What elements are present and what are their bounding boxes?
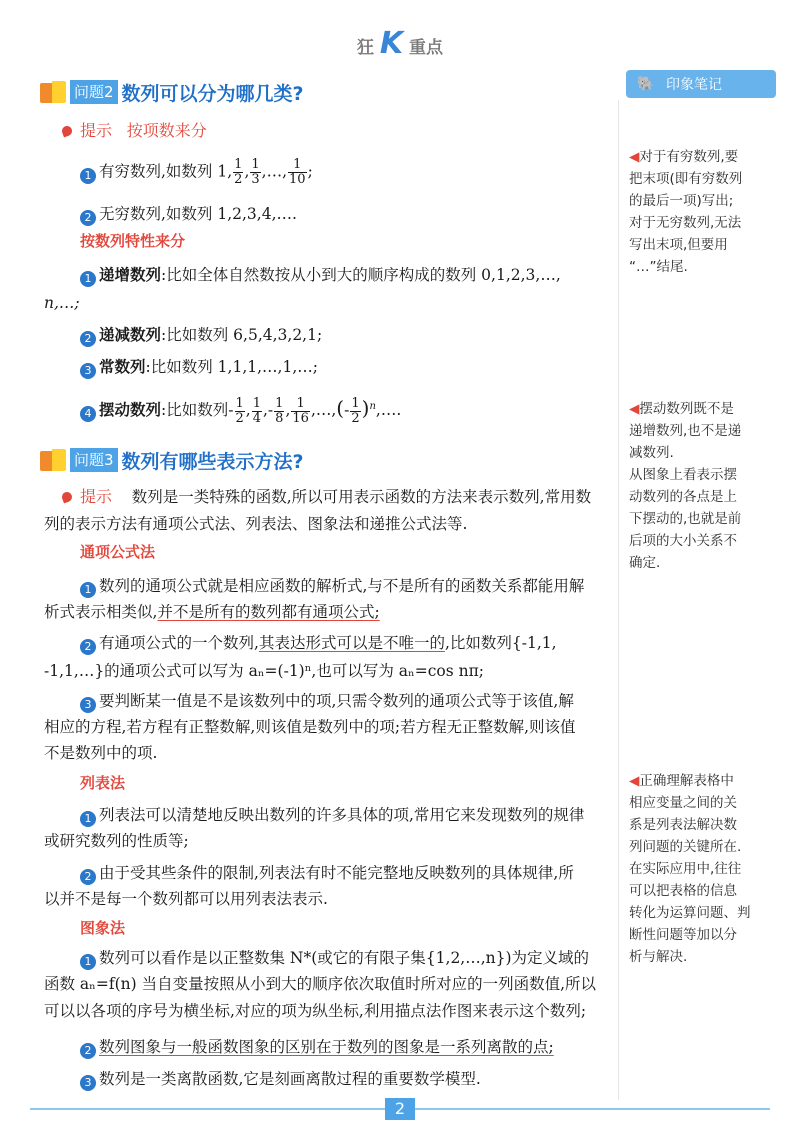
s2-item-1-cont: 或研究数列的性质等; [44, 832, 189, 850]
s2-item-1: 1 列表法可以清楚地反映出数列的许多具体的项,常用它来发现数列的规律 [80, 804, 584, 827]
question-3-title: 问题3 数列有哪些表示方法? [40, 446, 304, 474]
question-2-title: 问题2 数列可以分为哪几类? [40, 78, 304, 106]
notes-header [626, 70, 776, 98]
q2-subtitle: 按数列特性来分 [80, 232, 186, 250]
s3-item-3: 3 数列是一类离散函数,它是刻画离散过程的重要数学模型. [80, 1068, 481, 1091]
section-graph-title: 图象法 [80, 919, 126, 937]
side-note-3: ◀正确理解表格中 相应变量之间的关 系是列表法解决数 列问题的关键所在. 在实际应用中,往往 可以把表格的信息 转化为运算问题、判 断性问题等加以分 析与解决. [629, 773, 751, 965]
q2-point-1-cont: n,…; [44, 294, 80, 312]
s1-item-1: 1 数列的通项公式就是相应函数的解析式,与不是所有的函数关系都能用解 [80, 575, 584, 598]
q2-point-3: 3 常数列:比如数列 1,1,1,…,1,…; [80, 356, 318, 379]
hint-icon [61, 125, 74, 138]
s1-item-2: 2 有通项公式的一个数列,其表达形式可以是不唯一的,比如数列{-1,1, [80, 632, 557, 655]
side-note-1: ◀对于有穷数列,要 把末项(即有穷数列 的最后一项)写出; 对于无穷数列,无法 写出末项,但要用 “…”结尾. [629, 149, 743, 275]
book-icon [40, 81, 66, 103]
pointer-icon: ◀ [629, 401, 640, 417]
page-number: 2 [385, 1098, 415, 1120]
elephant-icon: 🐘 [637, 76, 655, 92]
section-table-title: 列表法 [80, 774, 126, 792]
s1-item-3-cont2: 不是数列中的项. [44, 744, 158, 762]
s3-item-1-cont2: 可以以各项的序号为横坐标,对应的项为纵坐标,利用描点法作图来表示这个数列; [44, 1002, 587, 1020]
q2-item-2: 2 无穷数列,如数列 1,2,3,4,…. [80, 203, 297, 226]
q2-point-1: 1 递增数列:比如全体自然数按从小到大的顺序构成的数列 0,1,2,3,…, [80, 264, 561, 287]
pointer-icon: ◀ [629, 773, 640, 789]
page-header: 狂 K 重点 [356, 26, 444, 61]
pointer-icon: ◀ [629, 149, 640, 165]
hint-icon [61, 491, 74, 504]
s1-item-2-cont: -1,1,…}的通项公式可以写为 aₙ=(-1)ⁿ,也可以写为 aₙ=cos nπ; [44, 662, 485, 680]
q3-hint: 提示 数列是一类特殊的函数,所以可用表示函数的方法来表示数列,常用数 [62, 486, 591, 508]
s2-item-2: 2 由于受其些条件的限制,列表法有时不能完整地反映数列的具体规律,所 [80, 862, 574, 885]
section-formula-title: 通项公式法 [80, 543, 156, 561]
notes-title: 印象笔记 [666, 77, 722, 93]
q2-point-4: 4 摆动数列:比如数列- $\frac{1}{2}$ , $\frac{1}{4}$ ,- $\frac{1}{8}$ , $\frac{1}{16}$ ,…,(- $\frac{1}{2}$ )$^n$,…. [80, 396, 401, 426]
margin-divider [618, 100, 619, 1100]
s1-item-1-cont: 析式表示相类似,并不是所有的数列都有通项公式; [44, 603, 380, 621]
q2-item-1: 1 有穷数列,如数列 1, $\frac{1}{2}$ , $\frac{1}{3}$ ,…, $\frac{1}{10}$ ; [80, 158, 313, 187]
book-icon [40, 449, 66, 471]
s1-item-3: 3 要判断某一值是不是该数列中的项,只需令数列的通项公式等于该值,解 [80, 690, 574, 713]
s1-item-3-cont: 相应的方程,若方程有正整数解,则该值是数列中的项;若方程无正整数解,则该值 [44, 718, 576, 736]
k-logo: K [379, 26, 404, 61]
s2-item-2-cont: 以并不是每一个数列都可以用列表法表示. [44, 890, 328, 908]
q3-hint-cont: 列的表示方法有通项公式法、列表法、图象法和递推公式法等. [44, 515, 468, 533]
q2-hint: 提示 按项数来分 [62, 120, 207, 142]
s3-item-1: 1 数列可以看作是以正整数集 N*(或它的有限子集{1,2,…,n})为定义域的 [80, 947, 589, 970]
s3-item-1-cont: 函数 aₙ=f(n) 当自变量按照从小到大的顺序依次取值时所对应的一列函数值,所以 [44, 975, 597, 993]
side-note-2: ◀摆动数列既不是 递增数列,也不是递 减数列. 从图象上看表示摆 动数列的各点是上 下摆动的,也就是前 后项的大小关系不 确定. [629, 401, 742, 571]
s3-item-2: 2 数列图象与一般函数图象的区别在于数列的图象是一系列离散的点; [80, 1036, 554, 1059]
q2-point-2: 2 递减数列:比如数列 6,5,4,3,2,1; [80, 324, 322, 347]
